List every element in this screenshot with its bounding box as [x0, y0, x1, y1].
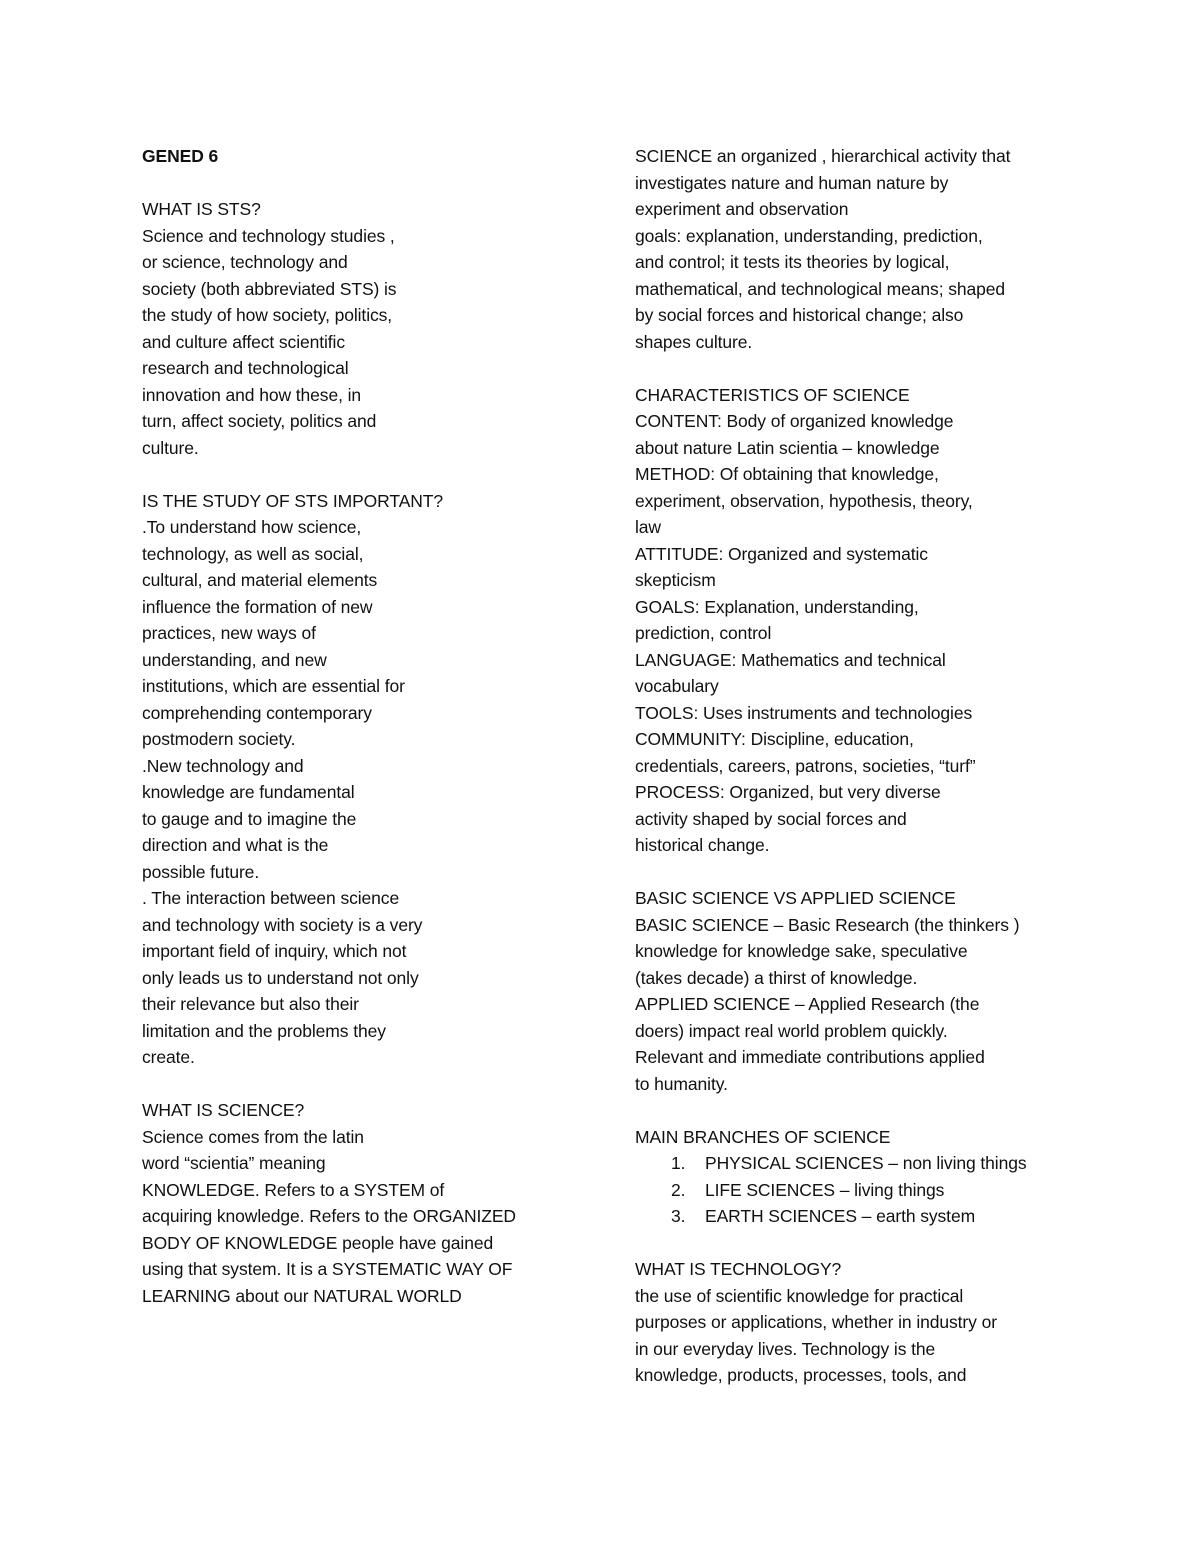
text-line: SCIENCE an organized , hierarchical activity that	[635, 146, 1011, 166]
text-line: only leads us to understand not only	[142, 967, 419, 988]
text-line: KNOWLEDGE. Refers to a SYSTEM of	[142, 1179, 445, 1200]
list-number: 1.	[671, 1153, 686, 1173]
section-basic-vs-applied	[635, 885, 1075, 1097]
paragraph	[635, 408, 1075, 859]
text-line: .To understand how science,	[142, 517, 362, 537]
text-line: understanding, and new	[142, 649, 327, 670]
text-line: historical change.	[635, 835, 770, 855]
list-text: LIFE SCIENCES – living things	[705, 1179, 945, 1200]
text-line: (takes decade) a thirst of knowledge.	[635, 967, 918, 988]
list-number: 3.	[671, 1206, 686, 1226]
text-line: their relevance but also their	[142, 994, 359, 1014]
text-line: doers) impact real world problem quickly.	[635, 1020, 948, 1041]
text-line: activity shaped by social forces and	[635, 808, 907, 829]
spacer	[142, 1071, 582, 1098]
text-line: prediction, control	[635, 623, 772, 643]
paragraph	[142, 514, 582, 1071]
text-line: create.	[142, 1047, 195, 1067]
text-line: investigates nature and human nature by	[635, 172, 949, 193]
text-line: Science and technology studies ,	[142, 225, 395, 246]
list-item	[635, 1150, 1075, 1177]
text-line: or science, technology and	[142, 252, 348, 272]
text-line: and culture affect scientific	[142, 331, 345, 352]
text-line: .New technology and	[142, 755, 304, 776]
text-line: direction and what is the	[142, 835, 329, 855]
text-line: knowledge are fundamental	[142, 782, 355, 802]
paragraph	[635, 143, 1075, 355]
text-line: using that system. It is a SYSTEMATIC WAY OF	[142, 1259, 513, 1279]
list-item	[635, 1203, 1075, 1230]
paragraph	[142, 1124, 582, 1310]
text-line: practices, new ways of	[142, 623, 316, 643]
text-line: the use of scientific knowledge for practical	[635, 1285, 964, 1306]
left-column	[142, 143, 582, 1309]
text-line: goals: explanation, understanding, prediction,	[635, 225, 983, 246]
spacer	[635, 355, 1075, 382]
text-line: turn, affect society, politics and	[142, 411, 377, 431]
text-line: and control; it tests its theories by logical,	[635, 252, 950, 272]
section-sts-importance	[142, 488, 582, 1071]
text-line: LANGUAGE: Mathematics and technical	[635, 649, 946, 670]
text-line: experiment, observation, hypothesis, theory,	[635, 490, 973, 511]
text-line: comprehending contemporary	[142, 702, 372, 723]
spacer	[635, 1097, 1075, 1124]
text-line: important field of inquiry, which not	[142, 941, 407, 961]
text-line: knowledge, products, processes, tools, and	[635, 1365, 967, 1385]
text-line: CONTENT: Body of organized knowledge	[635, 411, 954, 431]
spacer	[635, 859, 1075, 886]
text-line: knowledge for knowledge sake, speculative	[635, 941, 968, 961]
text-line: to humanity.	[635, 1073, 728, 1094]
section-what-is-sts	[142, 196, 582, 461]
text-line: institutions, which are essential for	[142, 676, 405, 696]
paragraph	[142, 223, 582, 462]
text-line: in our everyday lives. Technology is the	[635, 1338, 936, 1359]
text-line: possible future.	[142, 861, 260, 882]
text-line: ATTITUDE: Organized and systematic	[635, 543, 928, 564]
text-line: to gauge and to imagine the	[142, 808, 357, 829]
paragraph	[635, 1283, 1075, 1389]
section-heading: MAIN BRANCHES OF SCIENCE	[635, 1126, 891, 1147]
text-line: innovation and how these, in	[142, 384, 362, 405]
text-line: technology, as well as social,	[142, 543, 364, 564]
section-branches	[635, 1124, 1075, 1230]
text-line: law	[635, 517, 661, 537]
text-line: PROCESS: Organized, but very diverse	[635, 782, 941, 802]
section-heading: WHAT IS TECHNOLOGY?	[635, 1259, 842, 1279]
spacer	[635, 1230, 1075, 1257]
text-line: . The interaction between science	[142, 888, 400, 908]
spacer	[142, 461, 582, 488]
text-line: acquiring knowledge. Refers to the ORGANIZED	[142, 1206, 516, 1226]
section-what-is-science	[142, 1097, 582, 1309]
section-characteristics	[635, 382, 1075, 859]
section-what-is-technology	[635, 1256, 1075, 1389]
list-text: PHYSICAL SCIENCES – non living things	[705, 1153, 1027, 1173]
text-line: Relevant and immediate contributions applied	[635, 1047, 985, 1067]
text-line: vocabulary	[635, 676, 719, 696]
list-item	[635, 1177, 1075, 1204]
text-line: experiment and observation	[635, 199, 849, 219]
text-line: LEARNING about our NATURAL WORLD	[142, 1285, 462, 1306]
right-column	[635, 143, 1075, 1389]
text-line: the study of how society, politics,	[142, 305, 393, 325]
text-line: APPLIED SCIENCE – Applied Research (the	[635, 994, 980, 1014]
section-science-definition	[635, 143, 1075, 355]
spacer	[142, 170, 582, 197]
document-title: GENED 6	[142, 146, 219, 166]
text-line: by social forces and historical change; also	[635, 305, 964, 325]
text-line: Science comes from the latin	[142, 1126, 364, 1147]
text-line: cultural, and material elements	[142, 570, 378, 590]
section-heading: WHAT IS SCIENCE?	[142, 1100, 305, 1120]
section-heading: IS THE STUDY OF STS IMPORTANT?	[142, 490, 444, 511]
text-line: COMMUNITY: Discipline, education,	[635, 729, 914, 749]
text-line: mathematical, and technological means; shaped	[635, 278, 1006, 299]
text-line: research and technological	[142, 358, 349, 378]
text-line: BODY OF KNOWLEDGE people have gained	[142, 1232, 494, 1253]
text-line: society (both abbreviated STS) is	[142, 278, 397, 299]
list-number: 2.	[671, 1179, 686, 1200]
text-line: postmodern society.	[142, 729, 296, 749]
list-text: EARTH SCIENCES – earth system	[705, 1206, 976, 1226]
paragraph	[635, 912, 1075, 1098]
text-line: purposes or applications, whether in industry or	[635, 1312, 997, 1332]
section-heading: WHAT IS STS?	[142, 199, 261, 219]
branches-list	[635, 1150, 1075, 1230]
text-line: credentials, careers, patrons, societies, “turf”	[635, 755, 976, 776]
text-line: GOALS: Explanation, understanding,	[635, 596, 919, 617]
text-line: culture.	[142, 437, 199, 458]
text-line: BASIC SCIENCE – Basic Research (the thinkers )	[635, 914, 1020, 935]
section-heading: CHARACTERISTICS OF SCIENCE	[635, 384, 910, 405]
text-line: skepticism	[635, 570, 716, 590]
text-line: about nature Latin scientia – knowledge	[635, 437, 940, 458]
section-heading: BASIC SCIENCE VS APPLIED SCIENCE	[635, 888, 956, 908]
text-line: and technology with society is a very	[142, 914, 423, 935]
text-line: influence the formation of new	[142, 596, 373, 617]
text-line: TOOLS: Uses instruments and technologies	[635, 702, 973, 723]
text-line: limitation and the problems they	[142, 1020, 386, 1041]
text-line: shapes culture.	[635, 331, 753, 352]
text-line: METHOD: Of obtaining that knowledge,	[635, 464, 939, 484]
text-line: word “scientia” meaning	[142, 1153, 326, 1173]
